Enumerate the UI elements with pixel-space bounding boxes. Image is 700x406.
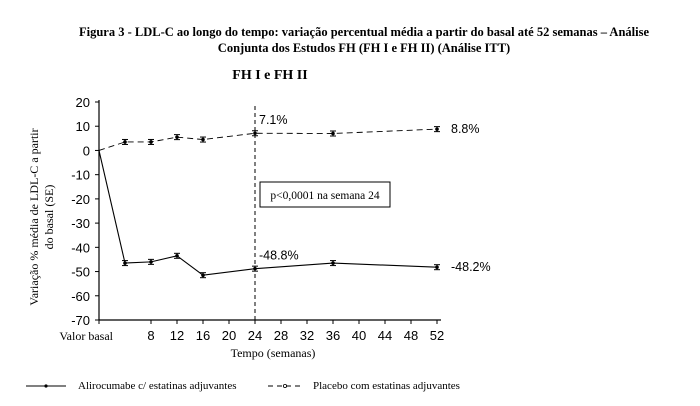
chart-subtitle: FH I e FH II bbox=[232, 68, 308, 83]
data-label-placebo: 7.1% bbox=[259, 113, 288, 128]
y-tick-label: -30 bbox=[71, 216, 90, 232]
y-tick-label: 0 bbox=[82, 143, 90, 159]
legend bbox=[26, 380, 460, 392]
data-label-alirocumab: -48.2% bbox=[451, 260, 491, 275]
data-point-alirocumab bbox=[175, 254, 179, 258]
legend-label-placebo: Placebo com estatinas adjuvantes bbox=[313, 380, 460, 392]
y-tick-label: 10 bbox=[75, 119, 90, 135]
y-axis-title-line1: Variação % média de LDL-C a partir bbox=[27, 128, 41, 306]
data-point-alirocumab bbox=[435, 265, 439, 269]
x-tick-label: 28 bbox=[273, 328, 289, 343]
x-tick-label: 44 bbox=[377, 328, 393, 343]
data-point-placebo bbox=[201, 138, 205, 142]
x-tick-label: 24 bbox=[247, 328, 263, 343]
x-tick-label: 16 bbox=[195, 328, 211, 343]
x-axis-title: Tempo (semanas) bbox=[230, 346, 316, 360]
y-tick-label: -60 bbox=[71, 288, 90, 304]
y-tick-label: -70 bbox=[71, 313, 90, 328]
y-tick-label: -40 bbox=[71, 240, 90, 256]
data-label-placebo: 8.8% bbox=[451, 122, 480, 137]
chart-title-line1: Figura 3 - LDL-C ao longo do tempo: variação percentual média a partir do basal até 52 semanas – Análise bbox=[78, 25, 650, 39]
data-point-alirocumab bbox=[331, 261, 335, 265]
x-tick-label: 48 bbox=[403, 328, 419, 343]
data-point-alirocumab bbox=[253, 267, 257, 271]
data-point-placebo bbox=[175, 135, 179, 139]
legend-label-alirocumab: Alirocumabe c/ estatinas adjuvantes bbox=[78, 380, 237, 392]
data-point-placebo bbox=[331, 132, 335, 136]
chart-title-line2: Conjunta dos Estudos FH (FH I e FH II) (Análise ITT) bbox=[217, 41, 511, 55]
data-point-placebo bbox=[123, 140, 127, 144]
plot-area bbox=[59, 95, 490, 343]
x-tick-label: 52 bbox=[429, 328, 445, 343]
y-tick-label: 20 bbox=[75, 95, 90, 110]
data-point-alirocumab bbox=[123, 261, 127, 265]
x-tick-label: 36 bbox=[325, 328, 341, 343]
x-tick-label: 12 bbox=[169, 328, 185, 343]
y-axis-title-line2: do basal (SE) bbox=[42, 184, 56, 250]
y-tick-label: -10 bbox=[71, 167, 90, 183]
data-point-alirocumab bbox=[201, 273, 205, 277]
y-tick-label: -50 bbox=[71, 264, 90, 280]
x-tick-label: 32 bbox=[299, 328, 315, 343]
x-tick-label: 40 bbox=[351, 328, 367, 343]
data-label-alirocumab: -48.8% bbox=[259, 248, 299, 263]
data-point-placebo bbox=[149, 140, 153, 144]
data-point-placebo bbox=[253, 131, 257, 135]
annotation-text: p<0,0001 na semana 24 bbox=[270, 190, 380, 202]
legend-marker-alirocumab bbox=[44, 384, 47, 387]
data-point-placebo bbox=[435, 127, 439, 131]
x-tick-label: 8 bbox=[147, 328, 155, 343]
data-point-alirocumab bbox=[149, 260, 153, 264]
x-tick-label: 20 bbox=[221, 328, 237, 343]
y-tick-label: -20 bbox=[71, 191, 90, 207]
y-axis-title bbox=[27, 128, 56, 305]
x-tick-label: Valor basal bbox=[59, 329, 113, 343]
